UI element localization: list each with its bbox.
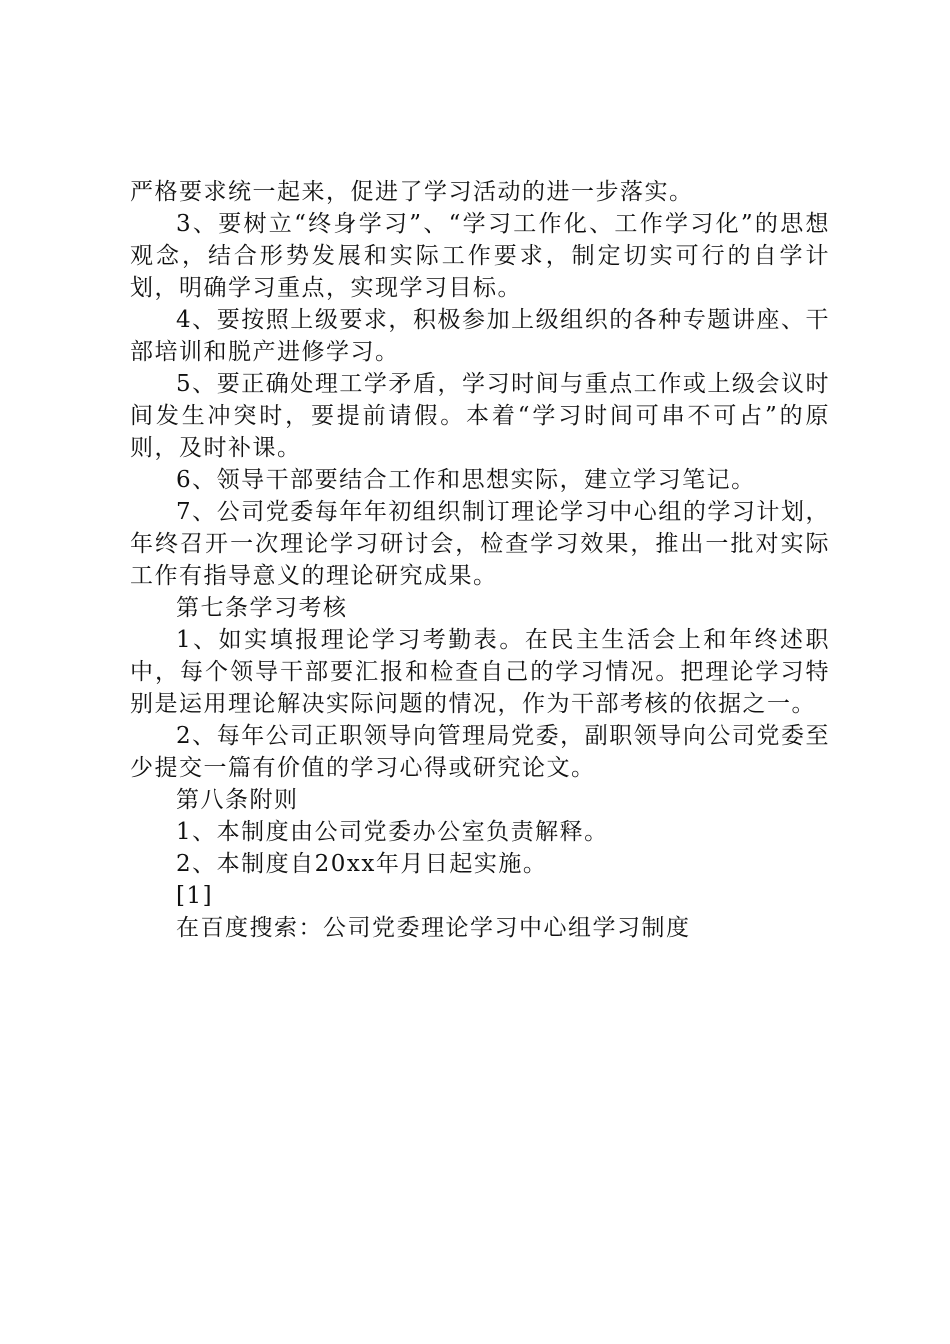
footnote-marker: [1]: [176, 883, 214, 909]
search-hint-text: 在百度搜索：公司党委理论学习中心组学习制度: [176, 915, 691, 941]
paragraph-item-7: 7、公司党委每年年初组织制订理论学习中心组的学习计划，年终召开一次理论学习研讨会，检查学习效果，推出一批对实际工作有指导意义的理论研究成果。: [130, 499, 830, 589]
section-heading-article-8: 第八条附则: [176, 787, 299, 813]
paragraph-assessment-1: 1、如实填报理论学习考勤表。在民主生活会上和年终述职中，每个领导干部要汇报和检查自己的学习情况。把理论学习特别是运用理论解决实际问题的情况，作为干部考核的依据之一。: [130, 627, 830, 717]
paragraph-supplementary-1: 1、本制度由公司党委办公室负责解释。: [176, 819, 609, 845]
paragraph-continuation: 严格要求统一起来，促进了学习活动的进一步落实。: [130, 179, 694, 205]
document-body: [130, 176, 830, 944]
paragraph-item-3: 3、要树立“终身学习”、“学习工作化、工作学习化”的思想观念，结合形势发展和实际工作要求，制定切实可行的自学计划，明确学习重点，实现学习目标。: [130, 211, 830, 301]
paragraph-item-6: 6、领导干部要结合工作和思想实际，建立学习笔记。: [176, 467, 756, 493]
paragraph-item-5: 5、要正确处理工学矛盾，学习时间与重点工作或上级会议时间发生冲突时，要提前请假。本着“学习时间可串不可占”的原则，及时补课。: [130, 371, 830, 461]
section-heading-article-7: 第七条学习考核: [176, 595, 348, 621]
paragraph-assessment-2: 2、每年公司正职领导向管理局党委，副职领导向公司党委至少提交一篇有价值的学习心得或研究论文。: [130, 723, 830, 781]
paragraph-item-4: 4、要按照上级要求，积极参加上级组织的各种专题讲座、干部培训和脱产进修学习。: [130, 307, 830, 365]
paragraph-supplementary-2: 2、本制度自20xx年月日起实施。: [176, 851, 548, 877]
